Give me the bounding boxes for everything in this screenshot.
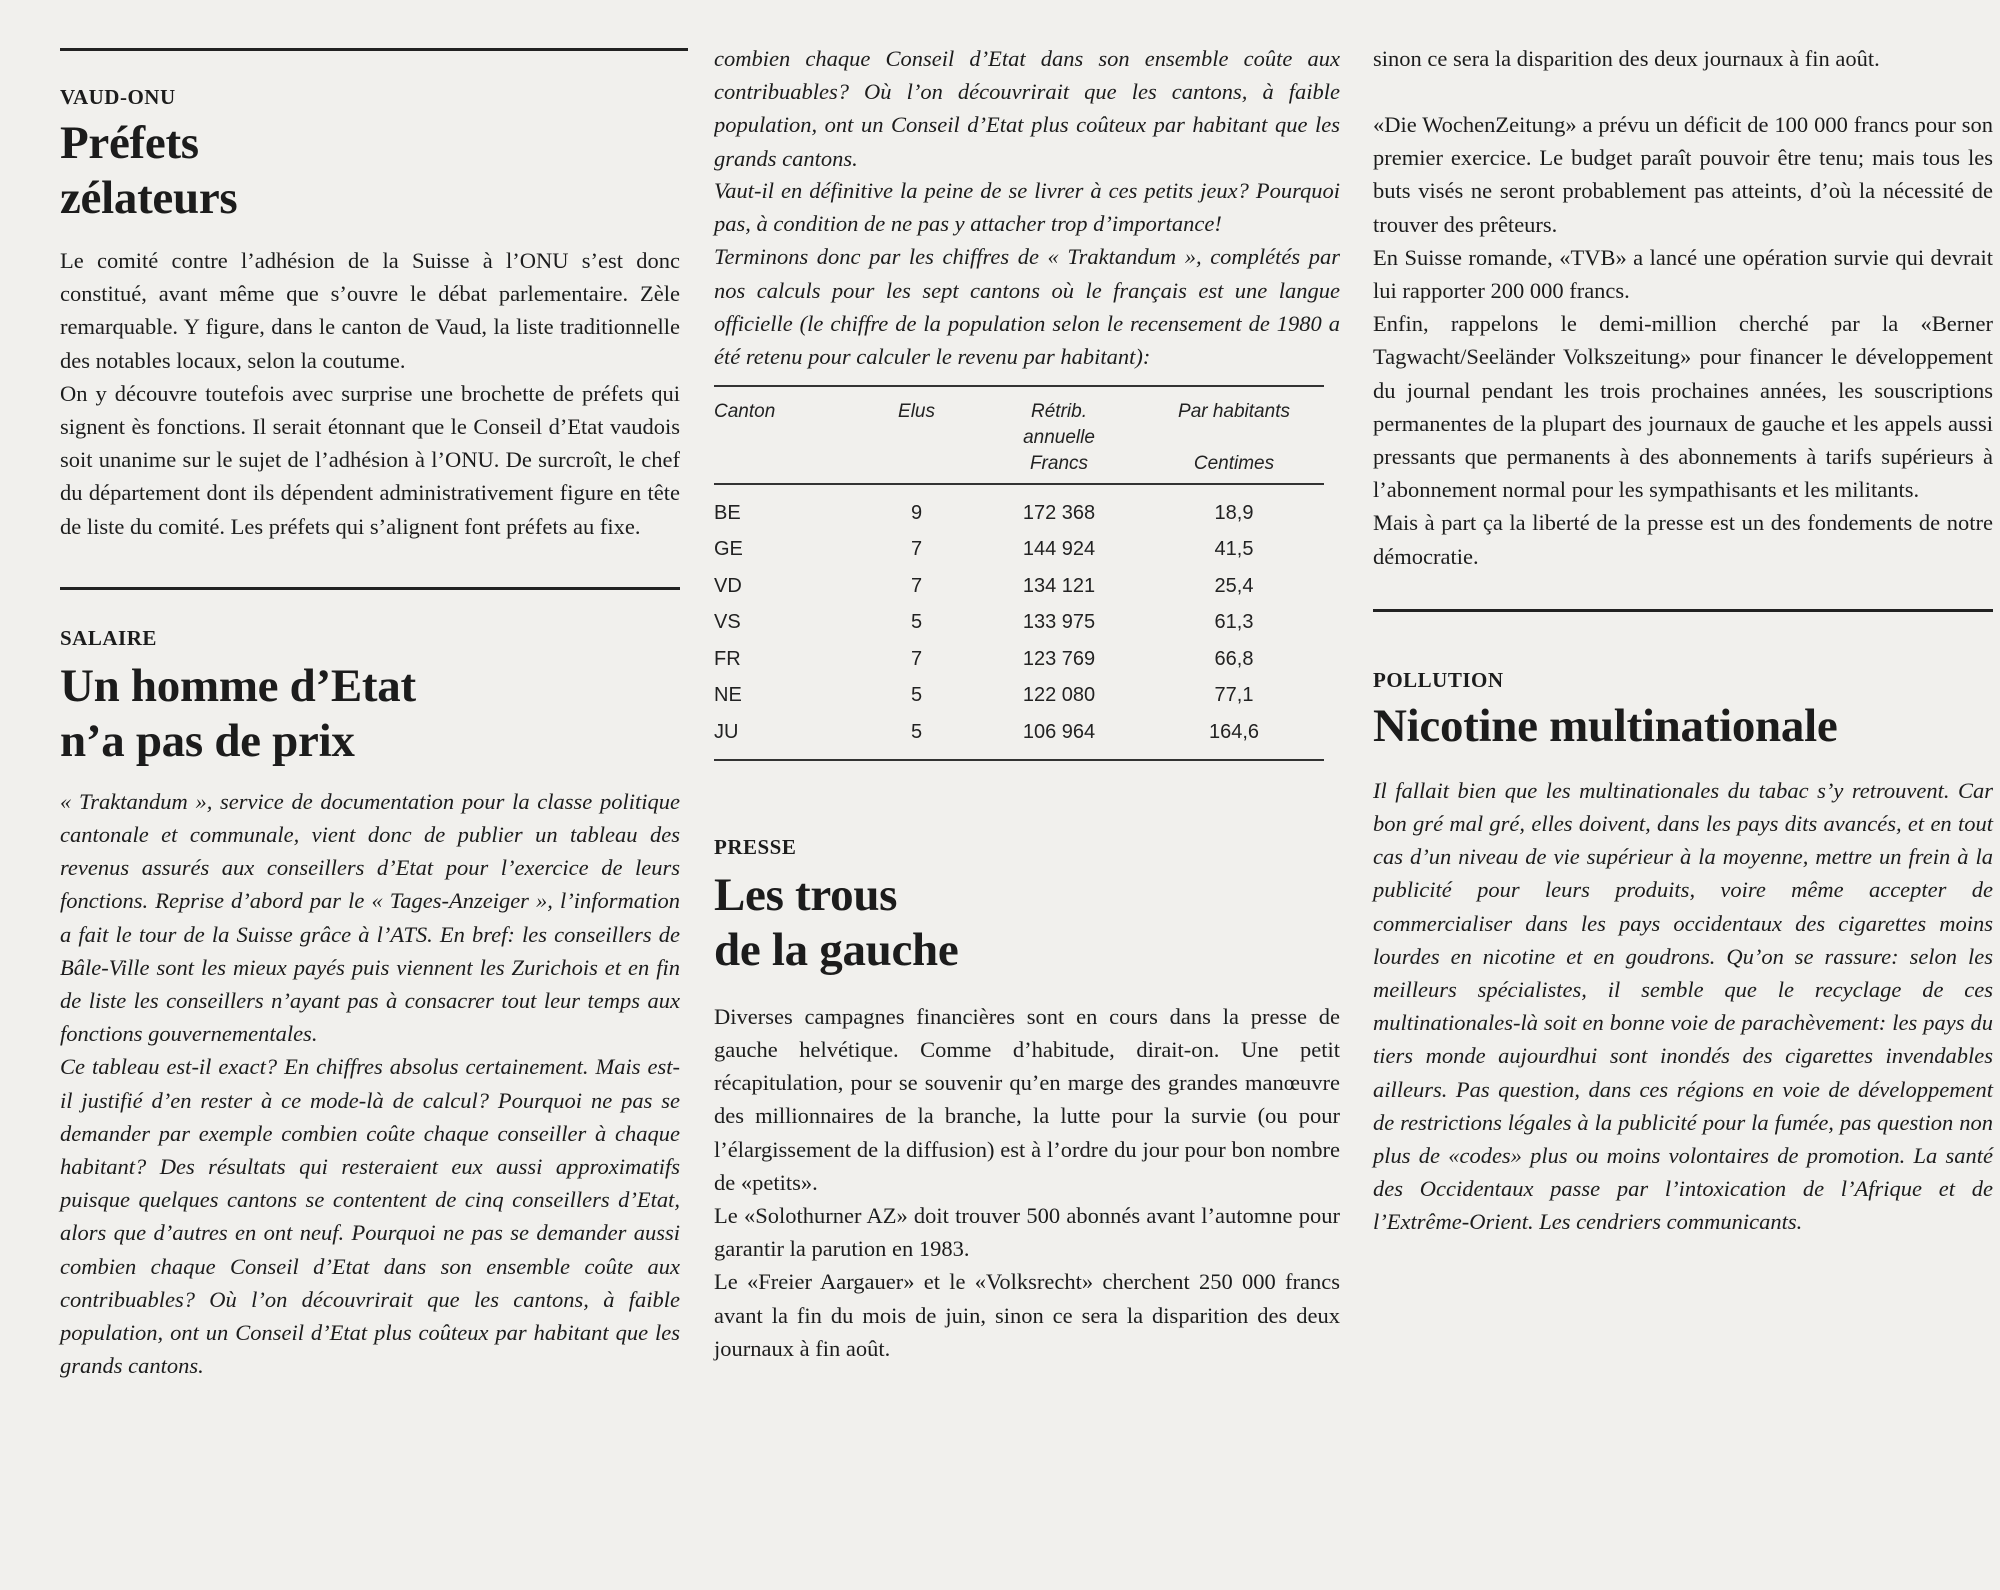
paragraph: En Suisse romande, «TVB» a lancé une opération survie qui devrait lui rapporter 200 000 francs. [1373,244,1993,304]
article-body [714,174,1340,373]
headline [714,868,1340,978]
article-body [1373,108,1993,573]
article-body-continued [714,42,1340,174]
paragraph-continued: combien chaque Conseil d’Etat dans son ensemble coûte aux contribuables? Où l’on découvrirait que les cantons, à faible population, ont un Conseil d’Etat plus coûteux par habitant que les grands cantons. [714,46,1340,171]
table-header-row [714,399,1324,477]
header-elus: Elus [898,401,935,423]
paragraph: Vaut-il en définitive la peine de se livrer à ces petits jeux? Pourquoi pas, à condition de ne pas y attacher trop d’importance! [714,178,1340,237]
article-body [60,244,680,543]
article-body [714,1000,1340,1365]
paragraph: «Die WochenZeitung» a prévu un déficit de 100 000 francs pour son premier exercice. Le budget paraît pouvoir être tenu; mais tous les buts visés ne seront probablement pas atteints, d’où la nécessité de trouver des prêteurs. [1373,112,1993,237]
headline-line-2: zélateurs [60,172,238,224]
kicker: VAUD-ONU [60,85,176,109]
kicker: PRESSE [714,834,797,859]
table-row: GE 7 144 924 41,5 [714,538,1254,561]
section-rule [60,587,680,590]
article-body [1373,774,1993,1239]
column-right [1373,0,1993,1239]
article-vaud-onu [60,85,680,543]
section-rule [1373,609,1993,612]
column-middle [714,0,1340,1365]
paragraph-continued: sinon ce sera la disparition des deux journaux à fin août. [1373,46,1880,71]
table-row: JU 5 106 964 164,6 [714,720,1260,743]
headline-line-1: Préfets [60,117,199,169]
salary-table [714,399,1324,751]
header-retribution: Rétrib. annuelle Francs [1023,401,1095,475]
paragraph: Ce tableau est-il exact? En chiffres absolus certainement. Mais est-il justifié d’en rester à ce mode-là de calcul? Pourquoi ne pas se demander par exemple combien coûte chaque conseiller à chaque habitant? Des résultats qui resteraient eux aussi approximatifs puisque quelques cantons se contentent de cinq conseillers d’Etat, alors que d’autres en ont neuf. Pourquoi ne pas se demander aussi combien chaque Conseil d’Etat dans son ensemble coûte aux contribuables? Où l’on découvrirait que les cantons, à faible population, ont un Conseil d’Etat plus coûteux par habitant que les grands cantons. [60,1054,680,1379]
paragraph: « Traktandum », service de documentation pour la classe politique cantonale et communale, vient donc de publier un tableau des revenus assurés aux conseillers d’Etat pour l’exercice de leurs fonctions. Reprise d’abord par le « Tages-Anzeiger », l’information a fait le tour de la Suisse grâce à l’ATS. En bref: les conseillers de Bâle-Ville sont les mieux payés puis viennent les Zurichois et en fin de liste les conseillers n’ayant pas à consacrer tout leur temps aux fonctions gouvernementales. [60,788,680,1047]
table-row: VD 7 134 121 25,4 [714,574,1254,597]
article-presse [714,835,1340,1365]
table-rule-top [714,385,1324,387]
column-left [60,0,680,1382]
header-par-habitants: Par habitants Centimes [1178,401,1290,475]
headline-line-2: n’a pas de prix [60,714,355,767]
headline-line-1: Les trous [714,868,898,921]
article-body [60,785,680,1383]
paragraph: Le «Freier Aargauer» et le «Volksrecht» cherchent 250 000 francs avant la fin du mois de juin, sinon ce sera la disparition des deux journaux à fin août. [714,1269,1340,1361]
table-row: NE 5 122 080 77,1 [714,684,1254,707]
kicker: SALAIRE [60,625,157,650]
paragraph: Il fallait bien que les multinationales du tabac s’y retrouvent. Car bon gré mal gré, elles doivent, dans les pays dits avancés, et en tout cas d’un niveau de vie supérieur à la moyenne, mettre un frein à la publicité pour leurs produits, voire même accepter de commercialiser dans les pays occidentaux des cigarettes moins lourdes en nicotine et en goudrons. Qu’on se rassure: selon les meilleurs spécialistes, il semble que le recyclage de ces multinationales-là soit en bonne voie de parachèvement: les pays du tiers monde aujourdhui sont inondés des cigarettes invendables ailleurs. Pas question, dans ces régions en voie de développement de restrictions légales à la publicité pour la fumée, pas question non plus de «codes» plus ou moins volontaires de promotion. La santé des Occidentaux passe par l’intoxication de l’Afrique et de l’Extrême-Orient. Les cendriers communicants. [1373,777,1993,1235]
headline [60,659,680,769]
paragraph: On y découvre toutefois avec surprise une brochette de préfets qui signent ès fonctions. Il serait étonnant que le Conseil d’Etat vaudois soit unanime sur le sujet de l’adhésion à l’ONU. De surcroît, le chef du département dont ils dépendent administrativement figure en tête de liste du comité. Les préfets qui s’alignent font préfets au fixe. [60,380,680,539]
article-pollution [1373,668,1993,1239]
section-rule [60,48,688,51]
table-row: VS 5 133 975 61,3 [714,611,1254,634]
paragraph: Le «Solothurner AZ» doit trouver 500 abonnés avant l’automne pour garantir la parution en 1983. [714,1202,1340,1262]
headline: Nicotine multinationale [1373,699,1838,752]
header-canton: Canton [714,401,776,423]
table-rule-bottom [714,759,1324,761]
table-row: FR 7 123 769 66,8 [714,647,1254,670]
kicker: POLLUTION [1373,667,1504,692]
table-row: BE 9 172 368 18,9 [714,501,1254,524]
article-salaire [60,626,680,1383]
headline-line-2: de la gauche [714,923,959,976]
paragraph: Le comité contre l’adhésion de la Suisse à l’ONU s’est donc constitué, avant même que s’ouvre le débat parlementaire. Zèle remarquable. Y figure, dans le canton de Vaud, la liste traditionnelle des notables locaux, selon la coutume. [60,248,680,373]
headline [60,116,680,226]
paragraph: Terminons donc par les chiffres de « Traktandum », complétés par nos calculs pour les sept cantons où le français est une langue officielle (le chiffre de la population selon le recensement de 1980 a été retenu pour calculer le revenu par habitant): [714,244,1340,370]
paragraph: Diverses campagnes financières sont en cours dans la presse de gauche helvétique. Comme d’habitude, dirait-on. Une petit récapitulation, pour se souvenir qu’en marge des grandes manœuvre des millionnaires de la branche, la lutte pour la survie (ou pour l’élargissement de la diffusion) est à l’ordre du jour pour bon nombre de «petits». [714,1003,1340,1195]
article-body-continued [1373,42,1993,108]
headline-line-1: Un homme d’Etat [60,659,416,712]
paragraph: Mais à part ça la liberté de la presse est un des fondements de notre démocratie. [1373,510,1993,569]
paragraph: Enfin, rappelons le demi-million cherché par la «Berner Tagwacht/Seeländer Volkszeitung» pour financer le développement du journal pendant les trois prochaines années, les souscriptions permanentes de la plupart des journaux de gauche et les appels aussi pressants que permanents à des abonnements à tarifs supérieurs à l’abonnement normal pour les sympathisants et les militants. [1373,311,1993,503]
